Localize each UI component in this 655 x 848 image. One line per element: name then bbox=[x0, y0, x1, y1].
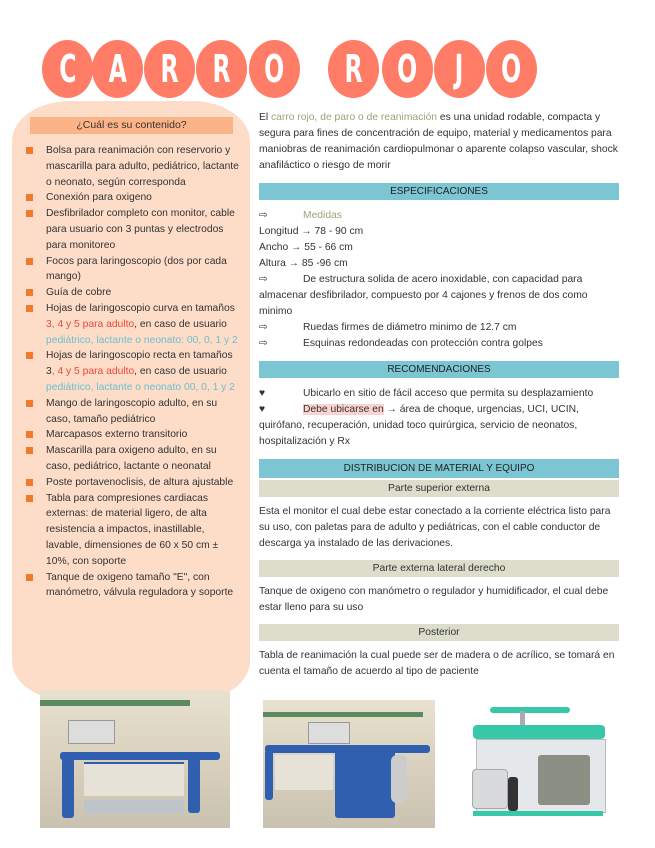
title-letter bbox=[434, 40, 485, 98]
title-letter-text: R bbox=[160, 47, 179, 91]
crash-cart-photo-1 bbox=[40, 690, 230, 828]
intro-pre: El bbox=[259, 112, 272, 123]
title-letter-text: R bbox=[344, 47, 363, 91]
contents-item bbox=[24, 301, 239, 348]
title-letter bbox=[92, 40, 143, 98]
section-title: Posterior bbox=[259, 624, 619, 641]
section-text: Tabla de reanimación la cual puede ser de madera o de acrílico, se tomará en cuenta el tamaño de acuerdo al tipo de paciente bbox=[259, 650, 615, 677]
heart-icon: ♥ bbox=[259, 404, 266, 415]
recommendation-2-highlight: Debe ubicarse en bbox=[303, 404, 384, 415]
title-letter-text: O bbox=[501, 47, 522, 91]
intro-highlight: carro rojo, de paro o de reanimación bbox=[271, 112, 438, 123]
contents-item-text: Mango de laringoscopio adulto, en su caso, tamaño pediátrico bbox=[46, 397, 218, 425]
contents-item bbox=[24, 475, 239, 491]
distribution-heading: DISTRIBUCION DE MATERIAL Y EQUIPO bbox=[259, 459, 619, 478]
contents-item-text: Hojas de laringoscopio curva en tamaños bbox=[46, 302, 235, 314]
arrow-icon: ⇨ bbox=[259, 274, 268, 285]
title-letter-text: O bbox=[264, 47, 285, 91]
title-letter bbox=[196, 40, 247, 98]
spec-corners: Esquinas redondeadas con protección contra golpes bbox=[303, 338, 543, 349]
contents-item-text: , en caso de usuario bbox=[134, 366, 227, 378]
contents-item-text: Tabla para compresiones cardiacas externas: de material ligero, de alta resistencia a impactos, inastillable, lavable, dimensiones de 60 x 50 cm ± 10%, con soporte bbox=[46, 492, 219, 567]
contents-item-text: pediátrico, lactante o neonato: 00, 0, 1 y 2 bbox=[46, 334, 238, 346]
contents-item-text: Conexión para oxigeno bbox=[46, 192, 152, 204]
spec-structure-cont: almacenar desfibrilador, compuesto por 4 cajones y frenos de dos como minimo bbox=[259, 290, 588, 317]
spec-wheels: Ruedas firmes de diámetro minimo de 12.7 cm bbox=[303, 322, 517, 333]
recommendation-2-cont: quirófano, recuperación, unidad toco quirúrgica, servicio de neonatos, hospitalización y Rx bbox=[259, 420, 578, 447]
arrow-icon: ⇨ bbox=[259, 338, 268, 349]
contents-item-text: Guía de cobre bbox=[46, 287, 112, 299]
contents-item bbox=[24, 190, 239, 206]
title-letter-text: C bbox=[58, 47, 77, 91]
arrow-icon: ⇨ bbox=[259, 322, 268, 333]
crash-cart-illustration bbox=[468, 697, 610, 825]
measure-length: Longitud → 78 - 90 cm bbox=[259, 226, 364, 237]
measure-width: Ancho → 55 - 66 cm bbox=[259, 242, 353, 253]
title-letter bbox=[382, 40, 433, 98]
title-letter-text: A bbox=[108, 47, 127, 91]
title-letter bbox=[486, 40, 537, 98]
title-letter bbox=[249, 40, 300, 98]
recommendation-2: → área de choque, urgencias, UCI, UCIN, bbox=[383, 404, 579, 415]
contents-item-text: Bolsa para reanimación con reservorio y mascarilla para adulto, pediátrico, lactante o neonato, según corresponda bbox=[46, 145, 239, 188]
section-title: Parte superior externa bbox=[259, 480, 619, 497]
contents-item-text: 3, 4 y 5 para adulto bbox=[46, 318, 135, 330]
contents-item-text: Mascarilla para oxigeno adulto, en su caso, pediátrico, lactante o neonatal bbox=[46, 445, 217, 472]
contents-item-text: Tanque de oxigeno tamaño "E", con manómetro, válvula reguladora y soporte bbox=[46, 571, 234, 599]
contents-item-text: , en caso de usuario bbox=[134, 318, 227, 330]
contents-item-text: Desfibrilador completo con monitor, cable para usuario con 3 puntas y electrodos para monitoreo bbox=[46, 208, 235, 251]
measure-height: Altura → 85 -96 cm bbox=[259, 258, 348, 269]
contents-item bbox=[24, 254, 239, 286]
contents-item bbox=[24, 396, 239, 428]
contents-item-text: Marcapasos externo transitorio bbox=[46, 429, 188, 441]
section-title: Parte externa lateral derecho bbox=[259, 560, 619, 577]
contents-item bbox=[24, 143, 239, 190]
crash-cart-photo-2 bbox=[263, 700, 435, 828]
contents-list bbox=[24, 143, 239, 601]
intro-paragraph bbox=[259, 110, 619, 174]
main-column bbox=[259, 110, 619, 688]
contents-item bbox=[24, 348, 239, 395]
heart-icon: ♥ bbox=[259, 388, 266, 399]
contents-item bbox=[24, 443, 239, 475]
contents-item bbox=[24, 427, 239, 443]
section-text: Tanque de oxigeno con manómetro o regulador y humidificador, el cual debe estar lleno para su uso bbox=[259, 586, 609, 613]
contents-item bbox=[24, 491, 239, 570]
contents-item bbox=[24, 285, 239, 301]
title-letter-text: J bbox=[455, 47, 464, 91]
title-letter bbox=[42, 40, 93, 98]
contents-heading: ¿Cuál es su contenido? bbox=[30, 117, 233, 134]
title-letter-text: O bbox=[397, 47, 418, 91]
recommendation-1: Ubicarlo en sitio de fácil acceso que permita su desplazamiento bbox=[303, 388, 594, 399]
page-title bbox=[40, 40, 600, 98]
recommendations-heading: RECOMENDACIONES bbox=[259, 361, 619, 378]
arrow-icon: ⇨ bbox=[259, 210, 268, 221]
title-letter-text: R bbox=[212, 47, 231, 91]
contents-item bbox=[24, 570, 239, 602]
title-letter bbox=[144, 40, 195, 98]
measures-label: Medidas bbox=[303, 210, 342, 221]
contents-item-text: Focos para laringoscopio (dos por cada mango) bbox=[46, 255, 227, 283]
contents-item-text: , 4 y 5 para adulto bbox=[51, 366, 135, 378]
contents-item-text: pediátrico, lactante o neonato 00, 0, 1 y 2 bbox=[46, 381, 235, 393]
title-letter bbox=[328, 40, 379, 98]
intro-post: es una unidad rodable, compacta y segura para fines de concentración de equipo, material y medicamentos para maniobras de reanimación cardiopulmonar o aparente colapso vascular, shock anafiláctico o riesgo de morir bbox=[259, 112, 618, 171]
contents-item bbox=[24, 206, 239, 253]
contents-item-text: Hojas de laringoscopio recta en tamaños 3 bbox=[46, 350, 233, 378]
specs-heading: ESPECIFICACIONES bbox=[259, 183, 619, 200]
contents-item-text: Poste portavenoclisis, de altura ajustable bbox=[46, 476, 234, 488]
section-text: Esta el monitor el cual debe estar conectado a la corriente eléctrica listo para su uso, con paletas para de adulto y pediátricas, con el cable conductor de descarga ya instalado de las derivaciones. bbox=[259, 506, 611, 549]
spec-structure: De estructura solida de acero inoxidable, con capacidad para bbox=[303, 274, 583, 285]
